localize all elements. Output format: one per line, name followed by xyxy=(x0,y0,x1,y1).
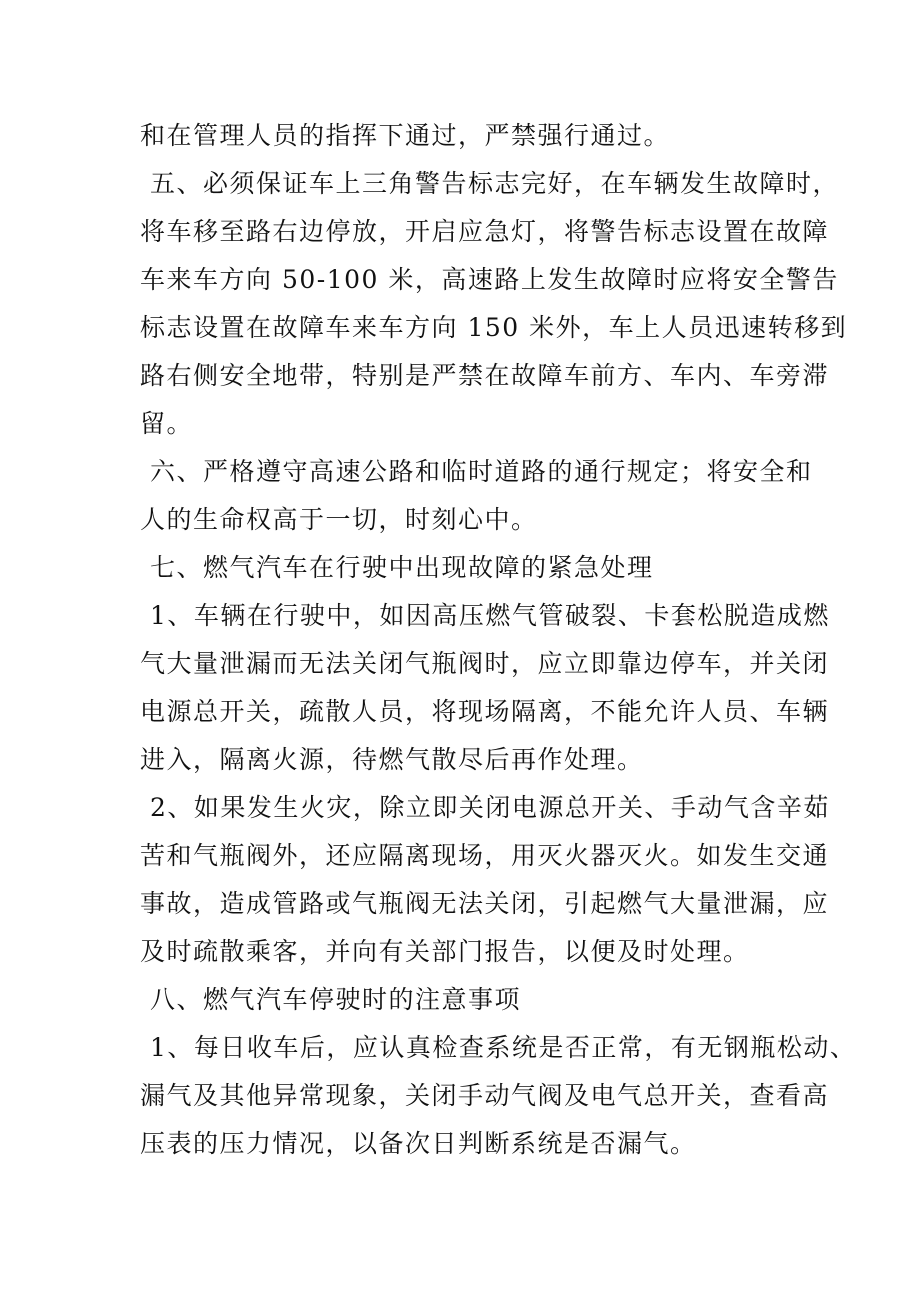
text-line: 气大量泄漏而无法关闭气瓶阀时，应立即靠边停车，并关闭 xyxy=(140,649,830,678)
list-item-1: 1、每日收车后，应认真检查系统是否正常，有无钢瓶松动、 xyxy=(150,1033,857,1062)
text-line: 苦和气瓶阀外，还应隔离现场，用灭火器灭火。如发生交通 xyxy=(140,841,830,870)
list-item-2: 2、如果发生火灾，除立即关闭电源总开关、手动气含辛茹 xyxy=(150,793,830,822)
text-line: 压表的压力情况，以备次日判断系统是否漏气。 xyxy=(140,1129,697,1158)
text-line: 留。 xyxy=(140,409,194,438)
text-line: 车来车方向 50-100 米，高速路上发生故障时应将安全警告 xyxy=(140,265,839,294)
text-line: 事故，造成管路或气瓶阀无法关闭，引起燃气大量泄漏，应 xyxy=(140,889,830,918)
document-body xyxy=(140,112,857,1168)
section-heading-8: 八、燃气汽车停驶时的注意事项 xyxy=(150,985,522,1014)
text-line: 路右侧安全地带，特别是严禁在故障车前方、车内、车旁滞 xyxy=(140,361,830,390)
list-item-1: 1、车辆在行驶中，如因高压燃气管破裂、卡套松脱造成燃 xyxy=(150,601,830,630)
text-line: 将车移至路右边停放，开启应急灯，将警告标志设置在故障 xyxy=(140,217,830,246)
section-heading-6: 六、严格遵守高速公路和临时道路的通行规定；将安全和 xyxy=(150,457,813,486)
text-line: 漏气及其他异常现象，关闭手动气阀及电气总开关，查看高 xyxy=(140,1081,830,1110)
text-line: 电源总开关，疏散人员，将现场隔离，不能允许人员、车辆 xyxy=(140,697,830,726)
section-heading-5: 五、必须保证车上三角警告标志完好，在车辆发生故障时， xyxy=(150,169,840,198)
text-line: 和在管理人员的指挥下通过，严禁强行通过。 xyxy=(140,121,671,150)
text-line: 进入，隔离火源，待燃气散尽后再作处理。 xyxy=(140,745,644,774)
text-line: 及时疏散乘客，并向有关部门报告，以便及时处理。 xyxy=(140,937,750,966)
section-heading-7: 七、燃气汽车在行驶中出现故障的紧急处理 xyxy=(150,553,654,582)
text-line: 人的生命权高于一切，时刻心中。 xyxy=(140,505,538,534)
text-line: 标志设置在故障车来车方向 150 米外，车上人员迅速转移到 xyxy=(140,313,848,342)
